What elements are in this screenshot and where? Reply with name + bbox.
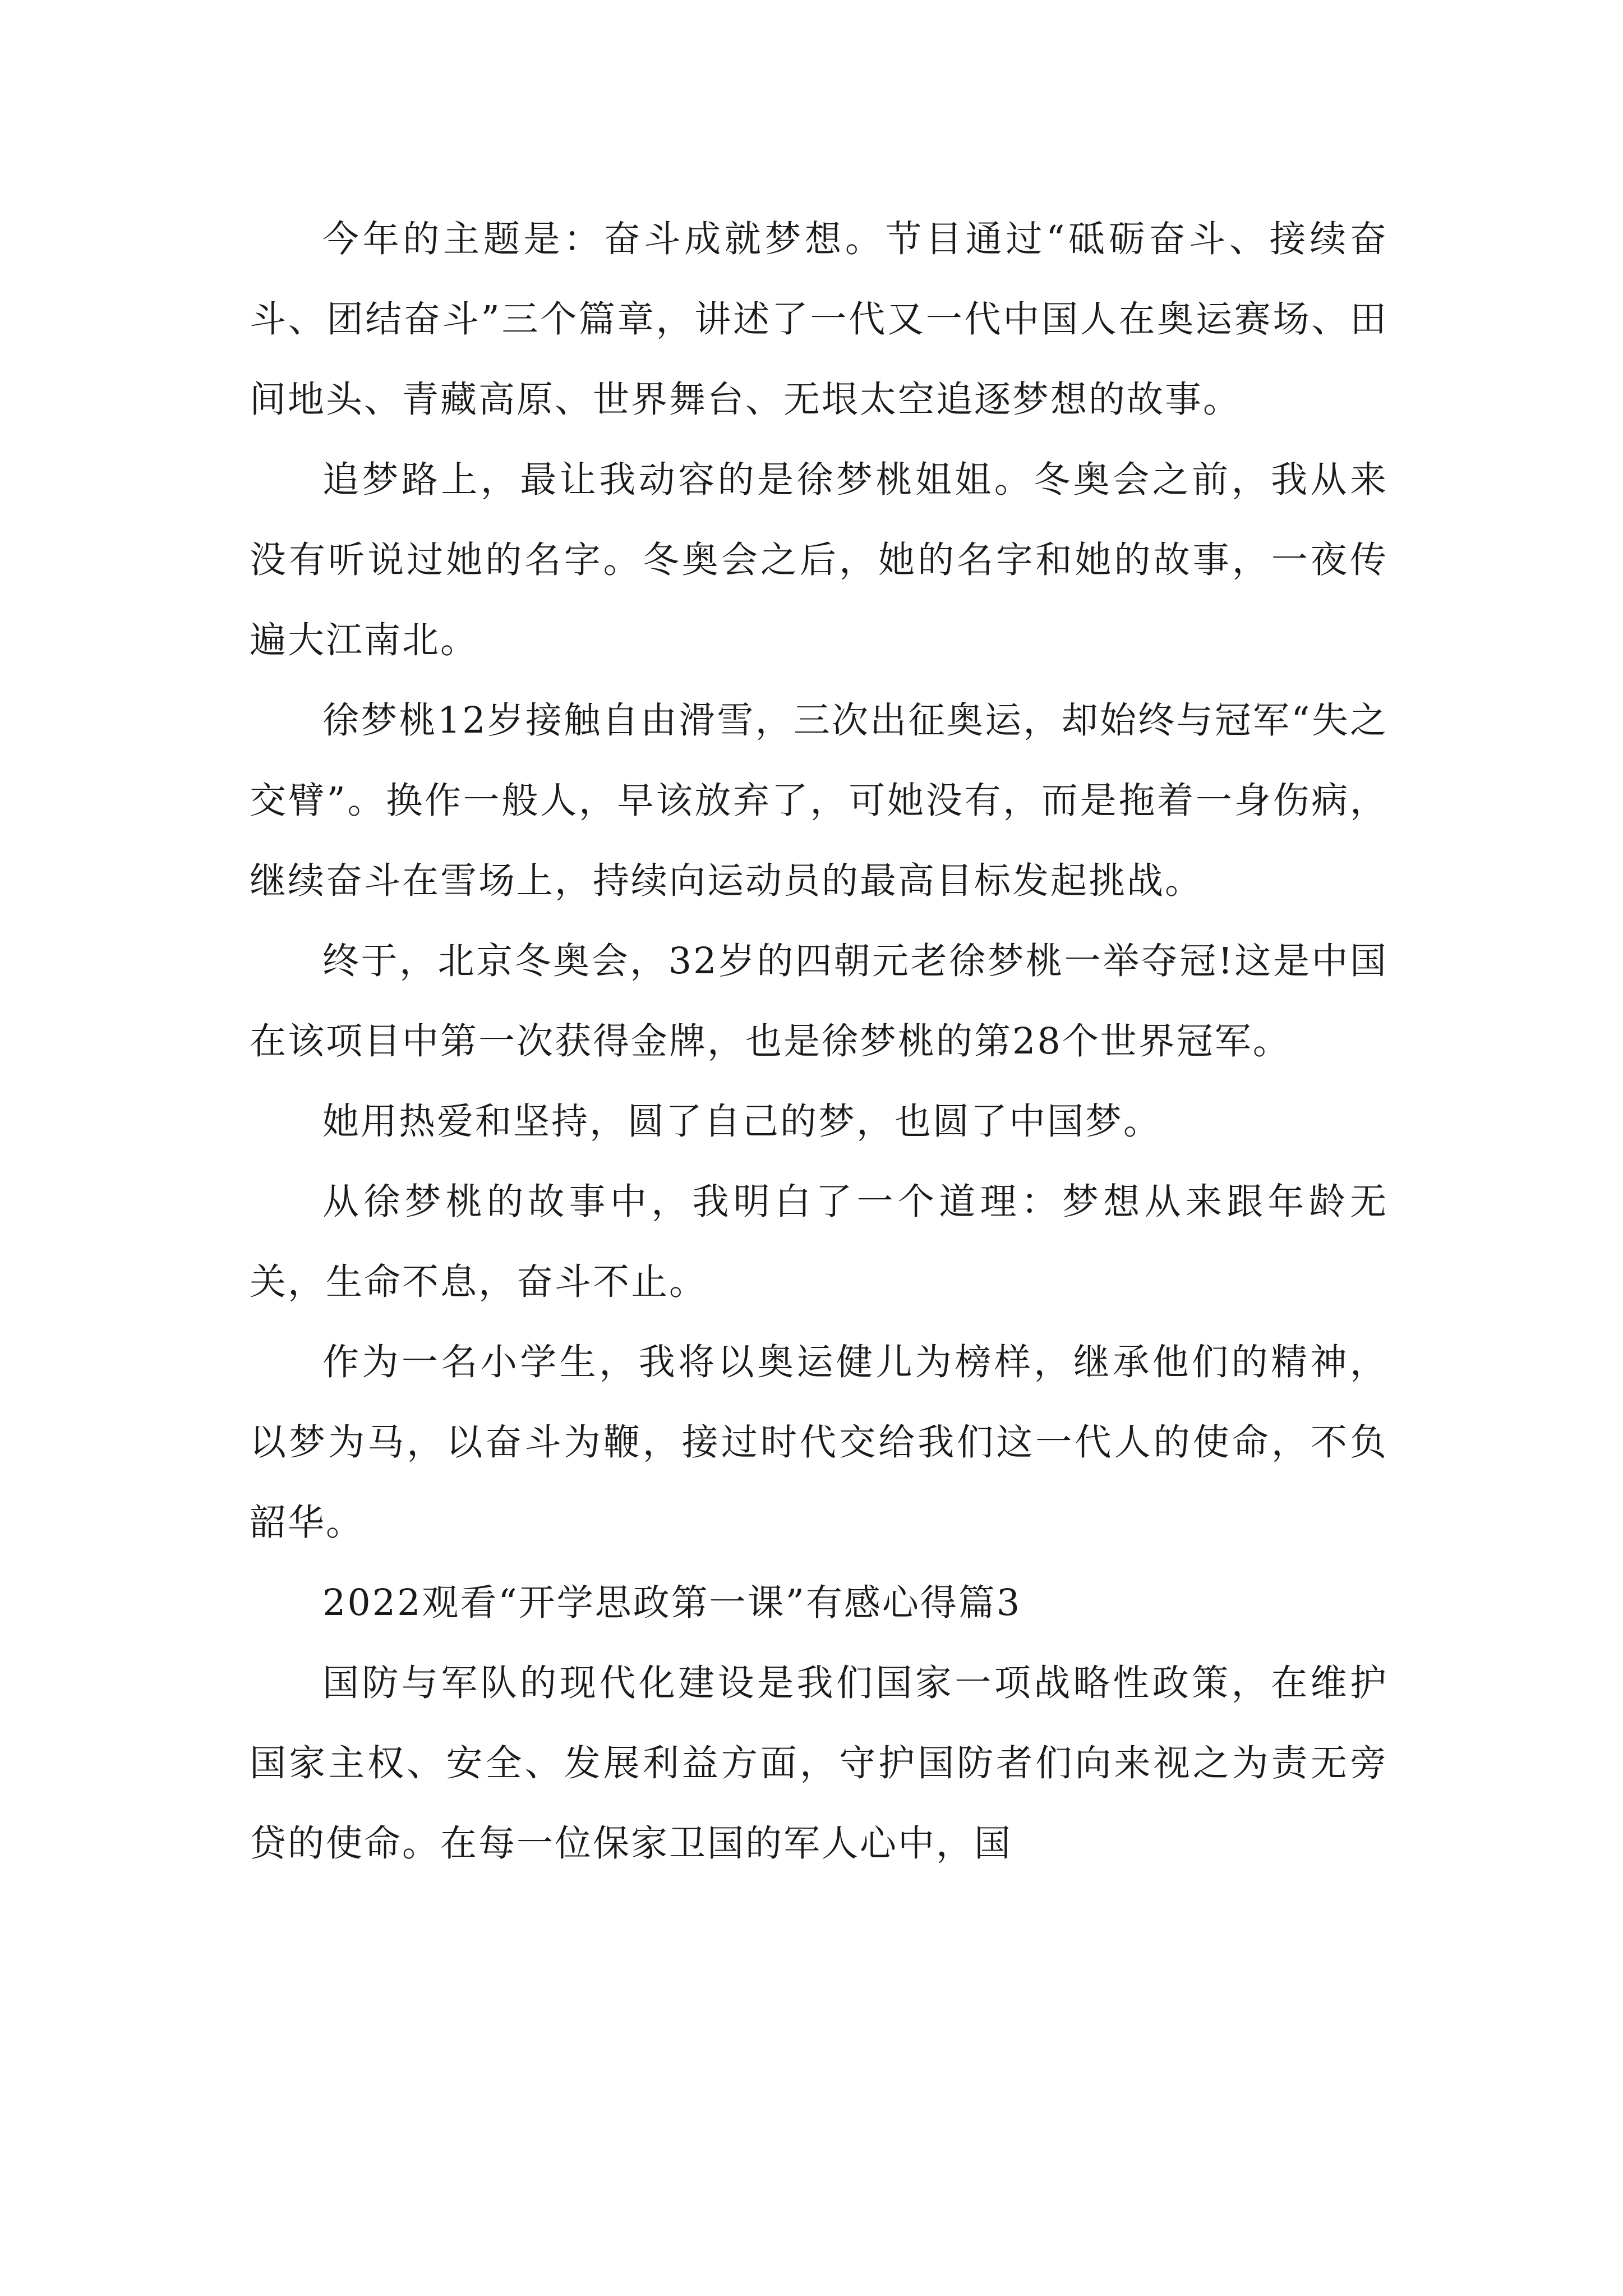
document-body: [250, 199, 1388, 1884]
paragraph-7: 作为一名小学生，我将以奥运健儿为榜样，继承他们的精神，以梦为马，以奋斗为鞭，接过时代交给我们这一代人的使命，不负韶华。: [250, 1341, 1388, 1544]
paragraph-4: 终于，北京冬奥会，32岁的四朝元老徐梦桃一举夺冠!这是中国在该项目中第一次获得金牌，也是徐梦桃的第28个世界冠军。: [250, 940, 1388, 1062]
section-heading: 2022观看“开学思政第一课”有感心得篇3: [322, 1582, 1022, 1624]
paragraph-6: 从徐梦桃的故事中，我明白了一个道理：梦想从来跟年龄无关，生命不息，奋斗不止。: [250, 1181, 1388, 1303]
paragraph-5: 她用热爱和坚持，圆了自己的梦，也圆了中国梦。: [322, 1101, 1162, 1143]
paragraph-1: 今年的主题是：奋斗成就梦想。节目通过“砥砺奋斗、接续奋斗、团结奋斗”三个篇章，讲述了一代又一代中国人在奥运赛场、田间地头、青藏高原、世界舞台、无垠太空追逐梦想的故事。: [250, 218, 1388, 421]
paragraph-3: 徐梦桃12岁接触自由滑雪，三次出征奥运，却始终与冠军“失之交臂”。换作一般人，早该放弃了，可她没有，而是拖着一身伤病，继续奋斗在雪场上，持续向运动员的最高目标发起挑战。: [250, 700, 1388, 902]
paragraph-8: 国防与军队的现代化建设是我们国家一项战略性政策，在维护国家主权、安全、发展利益方面，守护国防者们向来视之为责无旁贷的使命。在每一位保家卫国的军人心中，国: [250, 1662, 1388, 1865]
paragraph-2: 追梦路上，最让我动容的是徐梦桃姐姐。冬奥会之前，我从来没有听说过她的名字。冬奥会之后，她的名字和她的故事，一夜传遍大江南北。: [250, 459, 1388, 661]
